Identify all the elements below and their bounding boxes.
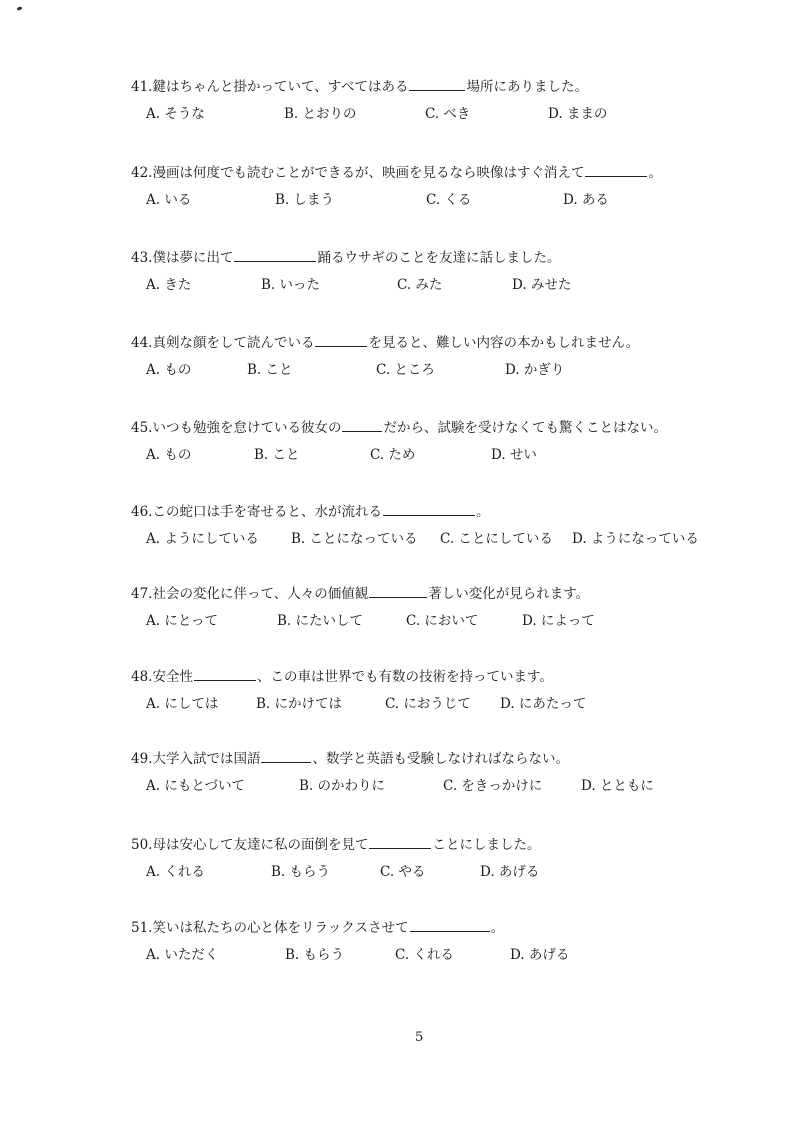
- option-d: D. とともに: [581, 778, 654, 794]
- option-b: B. もらう: [285, 947, 345, 963]
- answer-blank: [194, 668, 256, 681]
- question-48: [0, 667, 800, 727]
- question-41: [0, 77, 800, 137]
- stem-before: 社会の変化に伴って、人々の価値観: [152, 586, 369, 602]
- stem-before: 大学入試では国語: [152, 751, 261, 767]
- question-stem: [131, 163, 662, 183]
- stem-before: 僕は夢に出て: [152, 250, 234, 266]
- question-stem: [131, 749, 569, 769]
- question-number: 51.: [131, 920, 153, 936]
- question-43: [0, 248, 800, 308]
- option-c: C. において: [406, 613, 479, 629]
- question-number: 48.: [131, 669, 153, 685]
- question-stem: [131, 248, 560, 268]
- option-a: A. にもとづいて: [146, 778, 246, 794]
- option-a: A. にとって: [146, 613, 219, 629]
- answer-blank: [409, 78, 465, 91]
- option-a: A. きた: [146, 277, 192, 293]
- option-d: D. かぎり: [505, 362, 565, 378]
- option-b: B. ことになっている: [291, 531, 418, 547]
- question-47: [0, 584, 800, 644]
- question-number: 47.: [131, 586, 153, 602]
- option-d: D. みせた: [512, 277, 572, 293]
- option-b: B. にたいして: [277, 613, 364, 629]
- option-a: A. いただく: [146, 947, 219, 963]
- option-c: C. みた: [397, 277, 443, 293]
- option-a: A. そうな: [146, 106, 205, 122]
- answer-blank: [585, 164, 647, 177]
- stem-after: を見ると、難しい内容の本かもしれません。: [368, 335, 640, 351]
- option-c: C. やる: [380, 864, 426, 880]
- option-b: B. のかわりに: [299, 778, 386, 794]
- question-number: 42.: [131, 165, 153, 181]
- stem-after: 。: [648, 165, 662, 181]
- option-d: D. にあたって: [500, 696, 587, 712]
- option-d: D. によって: [522, 613, 595, 629]
- answer-blank: [315, 334, 367, 347]
- stem-after: 。: [490, 920, 505, 936]
- question-stem: [131, 835, 540, 855]
- stem-after: 踊るウサギのことを友達に話しました。: [317, 250, 561, 266]
- stem-before: 笑いは私たちの心と体をリラックスさせて: [152, 920, 409, 936]
- scan-speck: [17, 6, 23, 11]
- option-b: B. とおりの: [284, 106, 357, 122]
- option-c: C. くれる: [395, 947, 454, 963]
- answer-blank: [383, 503, 475, 516]
- question-number: 41.: [131, 79, 153, 95]
- answer-blank: [410, 919, 490, 932]
- question-49: [0, 749, 800, 809]
- question-stem: [131, 418, 667, 438]
- question-42: [0, 163, 800, 223]
- question-number: 45.: [131, 420, 153, 436]
- option-a: A. いる: [146, 192, 192, 208]
- answer-blank: [234, 249, 316, 262]
- option-a: A. もの: [146, 362, 192, 378]
- question-number: 44.: [131, 335, 153, 351]
- answer-blank: [261, 750, 311, 763]
- option-d: D. あげる: [480, 864, 540, 880]
- stem-before: この蛇口は手を寄せると、水が流れる: [152, 504, 382, 520]
- question-stem: [131, 77, 588, 97]
- question-number: 50.: [131, 837, 153, 853]
- question-number: 43.: [131, 250, 153, 266]
- question-number: 49.: [131, 751, 153, 767]
- option-a: A. もの: [146, 447, 192, 463]
- answer-blank: [369, 836, 431, 849]
- stem-before: 鍵はちゃんと掛かっていて、すべてはある: [152, 79, 409, 95]
- question-stem: [131, 918, 504, 938]
- stem-after: 場所にありました。: [466, 79, 588, 95]
- option-c: C. におうじて: [385, 696, 471, 712]
- stem-before: 漫画は何度でも読むことができるが、映画を見るなら映像はすぐ消えて: [152, 165, 585, 181]
- option-d: D. ある: [563, 192, 609, 208]
- answer-blank: [342, 419, 382, 432]
- question-number: 46.: [131, 504, 153, 520]
- stem-after: 、この車は世界でも有数の技術を持っています。: [256, 669, 553, 685]
- option-c: C. くる: [426, 192, 472, 208]
- question-stem: [131, 333, 639, 353]
- option-b: B. もらう: [271, 864, 331, 880]
- stem-after: 。: [475, 504, 490, 520]
- option-b: B. こと: [254, 447, 300, 463]
- stem-after: 著しい変化が見られます。: [428, 586, 590, 602]
- option-d: D. あげる: [510, 947, 570, 963]
- option-c: C. べき: [425, 106, 471, 122]
- option-c: C. ことにしている: [440, 531, 553, 547]
- stem-before: 真剣な顔をして読んでいる: [152, 335, 315, 351]
- option-b: B. にかけては: [256, 696, 343, 712]
- option-d: D. せい: [491, 447, 537, 463]
- question-45: [0, 418, 800, 478]
- option-b: B. いった: [261, 277, 321, 293]
- question-50: [0, 835, 800, 895]
- option-d: D. ようになっている: [572, 531, 699, 547]
- stem-after: ことにしました。: [432, 837, 541, 853]
- question-stem: [131, 502, 489, 522]
- option-a: A. ようにしている: [146, 531, 259, 547]
- option-d: D. ままの: [548, 106, 608, 122]
- option-c: C. をきっかけに: [443, 778, 543, 794]
- question-44: [0, 333, 800, 393]
- stem-before: 安全性: [152, 669, 193, 685]
- stem-after: 、数学と英語も受験しなければならない。: [312, 751, 569, 767]
- stem-before: いつも勉強を怠けている彼女の: [152, 420, 342, 436]
- answer-blank: [369, 585, 427, 598]
- stem-after: だから、試験を受けなくても驚くことはない。: [383, 420, 667, 436]
- option-b: B. しまう: [275, 192, 335, 208]
- question-stem: [131, 667, 553, 687]
- option-a: A. にしては: [146, 696, 219, 712]
- option-a: A. くれる: [146, 864, 205, 880]
- stem-before: 母は安心して友達に私の面倒を見て: [152, 837, 369, 853]
- question-46: [0, 502, 800, 562]
- option-c: C. ため: [370, 447, 416, 463]
- question-51: [0, 918, 800, 978]
- page-number: 5: [415, 1030, 424, 1045]
- question-stem: [131, 584, 589, 604]
- option-c: C. ところ: [376, 362, 435, 378]
- option-b: B. こと: [247, 362, 293, 378]
